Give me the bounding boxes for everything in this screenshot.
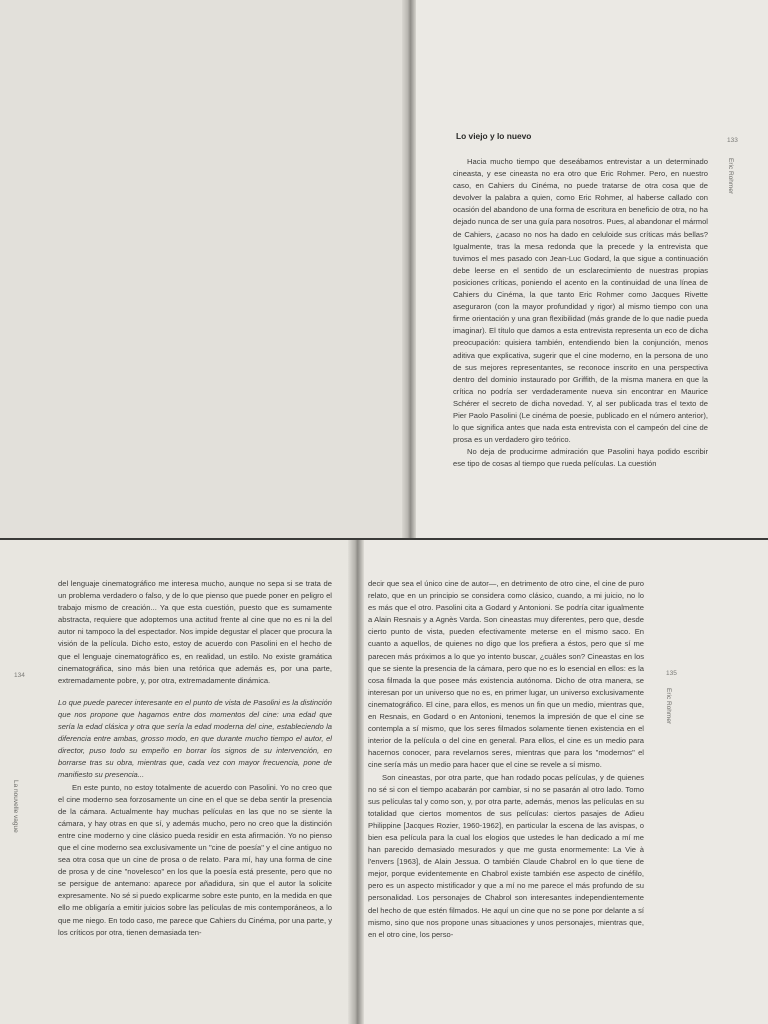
paragraph: Hacia mucho tiempo que deseábamos entrevistar a un determinado cineasta, y ese cineasta no era otro que Eric Rohmer. Pero, en nuestro caso, en Cahiers du Cinéma, no puede tratarse de otra cosa que de devolver la palabra a quien, como Eric Rohmer, al haberse callado con ocasión del abandono de una forma de escritura en beneficio de otra, no ha dejado nunca de ser una guía para nosotros. Pues, al abandonar el mármol de Cahiers, ¿acaso no nos ha dado en celuloide sus críticas más bellas? Igualmente, tras la mesa redonda que la precede y la entrevista que tuvimos el mes pasado con Jean-Luc Godard, la que sigue a continuación debe leerse en el sentido de un esclarecimiento de nuestras propias posiciones críticas, poniendo el acento en la continuidad de una línea de Cahiers du Cinéma, la que tanto Eric Rohmer como Jacques Rivette aseguraron (con la mayor profundidad y rigor) al mismo tiempo con una firme orientación y una gran flexibilidad (más grande de lo que nadie pueda imaginar). El título que damos a esta entrevista representa un eco de dicha preocupación: quisiera también, entendiendo bien la conjunción, menos aditiva que explicativa, sugerir que el cine moderno, en la persona de uno de sus mejores representantes, se reconoce inscrito en una perspectiva dentro del dominio instaurado por Griffith, de la misma manera en que la crítica no podría ser verdaderamente nueva sin encontrar en Maurice Schérer el secreto de dicha novedad. Y, al ser publicada tras el texto de Pier Paolo Pasolini (Le cinéma de poesie, publicado en el número anterior), lo que significa antes que nada esta entrevista con el campeón del cine de prosa es un verdadero giro teórico. [453,157,708,445]
running-head: Eric Rohmer [665,688,672,725]
book-gutter [402,0,416,538]
question-text: Lo que puede parecer interesante en el punto de vista de Pasolini es la distinción que nos propone que hagamos entre dos momentos del cine: una edad que sería la edad clásica y otra que sería la edad moderna del cine, estableciendo la diferencia entre ambas, grosso modo, en que durante mucho tiempo el autor, el director, puso todo su empeño en borrar los signos de su intervención, en borrarse tras su obra, mientras que, cada vez con mayor frecuencia, pone de manifiesto su presencia... [58,697,332,780]
interview-question [58,697,332,782]
page-134-body [58,578,332,939]
paragraph: decir que sea el único cine de autor—, en detrimento de otro cine, el cine de puro relato, que en un principio se considera como clásico, cuando, a mi juicio, no lo es más que el otro. Pasolini cita a Godard y Antonioni. Se podría citar igualmente a Alain Resnais y a Agnès Varda. Son cineastas muy diferentes, pero que, desde cierto punto de vista, pueden efectivamente meterse en el mismo saco. En cuanto a aquellos, de quienes no digo que los prefiera a éstos, pero que sí me parecen más próximos a lo que yo intento buscar, ¿cuáles son? Cineastas en los que se siente la presencia de la cámara, pero que no es lo esencial en ellos: es la cosa filmada la que posee más existencia autónoma. Dicho de otra manera, se interesan por un universo que no es, en primer lugar, un universo exclusivamente cinematográfico. El cine, para ellos, es menos un fin que un medio, mientras que, en Resnais, en Godard o en Antonioni, tenemos la impresión de que el cine se contempla a sí mismo, que los seres filmados solamente tienen existencia en el interior de la película o del cine en general. Para ellos, el cine es un medio para hacernos conocer, para revelarnos seres, mientras que para los "modernos" el cine sería más un medio para hacer que el cine se revele a sí mismo. [368,579,644,770]
paragraph: No deja de producirme admiración que Pasolini haya podido escribir ese tipo de cosas al tiempo que rueda películas. La cuestión [453,447,708,469]
page-number: 135 [666,670,677,677]
page-number: 133 [727,137,738,144]
paragraph: En este punto, no estoy totalmente de acuerdo con Pasolini. Yo no creo que el cine moderno sea forzosamente un cine en el que se deba sentir la presencia de la cámara. Actualmente hay muchas películas en las que no se siente la cámara, y hay otras en que sí, y además mucho, pero no creo que la distinción entre cine moderno y cine clásico pueda residir en esta afirmación. Yo no pienso que el cine moderno sea exclusivamente un "cine de poesía" y el cine antiguo no sea otra cosa que un cine de prosa o de relato. Para mí, hay una forma de cine de prosa y de cine "novelesco" en los que la poesía está presente, pero que no se persigue de antemano: aparece por añadidura, sin que el autor la solicite expresamente. No sé si puedo explicarme sobre este punto, en la medida en que ello me obligaría a emitir juicios sobre las películas de mis contemporáneos, a lo que me niego. En todo caso, me parece que Cahiers du Cinéma, por una parte, y los críticos por otra, tienen demasiada ten- [58,782,332,937]
bottom-spread [0,540,768,1024]
page-133-body [453,156,708,470]
page-135-body [368,578,644,941]
blank-page-left [0,0,410,538]
book-gutter [348,540,364,1024]
running-head: Eric Rohmer [727,158,734,195]
chapter-title: Lo viejo y lo nuevo [456,131,532,141]
page-number: 134 [14,672,25,679]
paragraph: Son cineastas, por otra parte, que han rodado pocas películas, y de quienes no sé si con el tiempo acabarán por cambiar, si no se pasarán al otro lado. Tomo sus películas tal y como son, y, por otra parte, además, menos las películas en su totalidad que ciertos momentos de sus películas: ciertos pasajes de Adieu Philippine [Jacques Rozier, 1960-1962], en particular la escena de las avispas, o bien esa película para la cual los elogios que ustedes le han dedicado a mí me han parecido demasiado mesurados y que me gusta enormemente: La Vie à l'envers [1963], de Alain Jessua. O también Claude Chabrol en lo que tiene de mejor, porque evidentemente en Chabrol existe también ese aspecto de cinéfilo, pero es un aspecto mistificador y que a mí no me parece el más profundo de su personalidad. Los personajes de Chabrol son interesantes independientemente del hecho de que estén filmados. He aquí un cine que no se pone por delante a sí mismo, sino que nos propone unas situaciones y unos personajes, mientras que, en el otro cine, los perso- [368,772,644,939]
paragraph: del lenguaje cinematográfico me interesa mucho, aunque no sepa si se trata de un problema verdadero o falso, y de lo que pienso que puede poner en peligro el trabajo mismo de creación... Ya que esta cuestión, puesto que es sumamente abstracta, requiere que adoptemos una actitud frente al cine que no es ni la del autor ni tampoco la del espectador. Nos impide degustar el placer que procura la visión de la película. Dicho esto, estoy de acuerdo con Pasolini en el hecho de que el lenguaje cinematográfico es, en realidad, un estilo. No existe gramática cinematográfica, sino más bien una retórica que además es, por una parte, extremadamente pobre, y, por otra, extremadamente dinámica. [58,579,332,685]
running-head: La nouvelle vague [12,780,19,833]
